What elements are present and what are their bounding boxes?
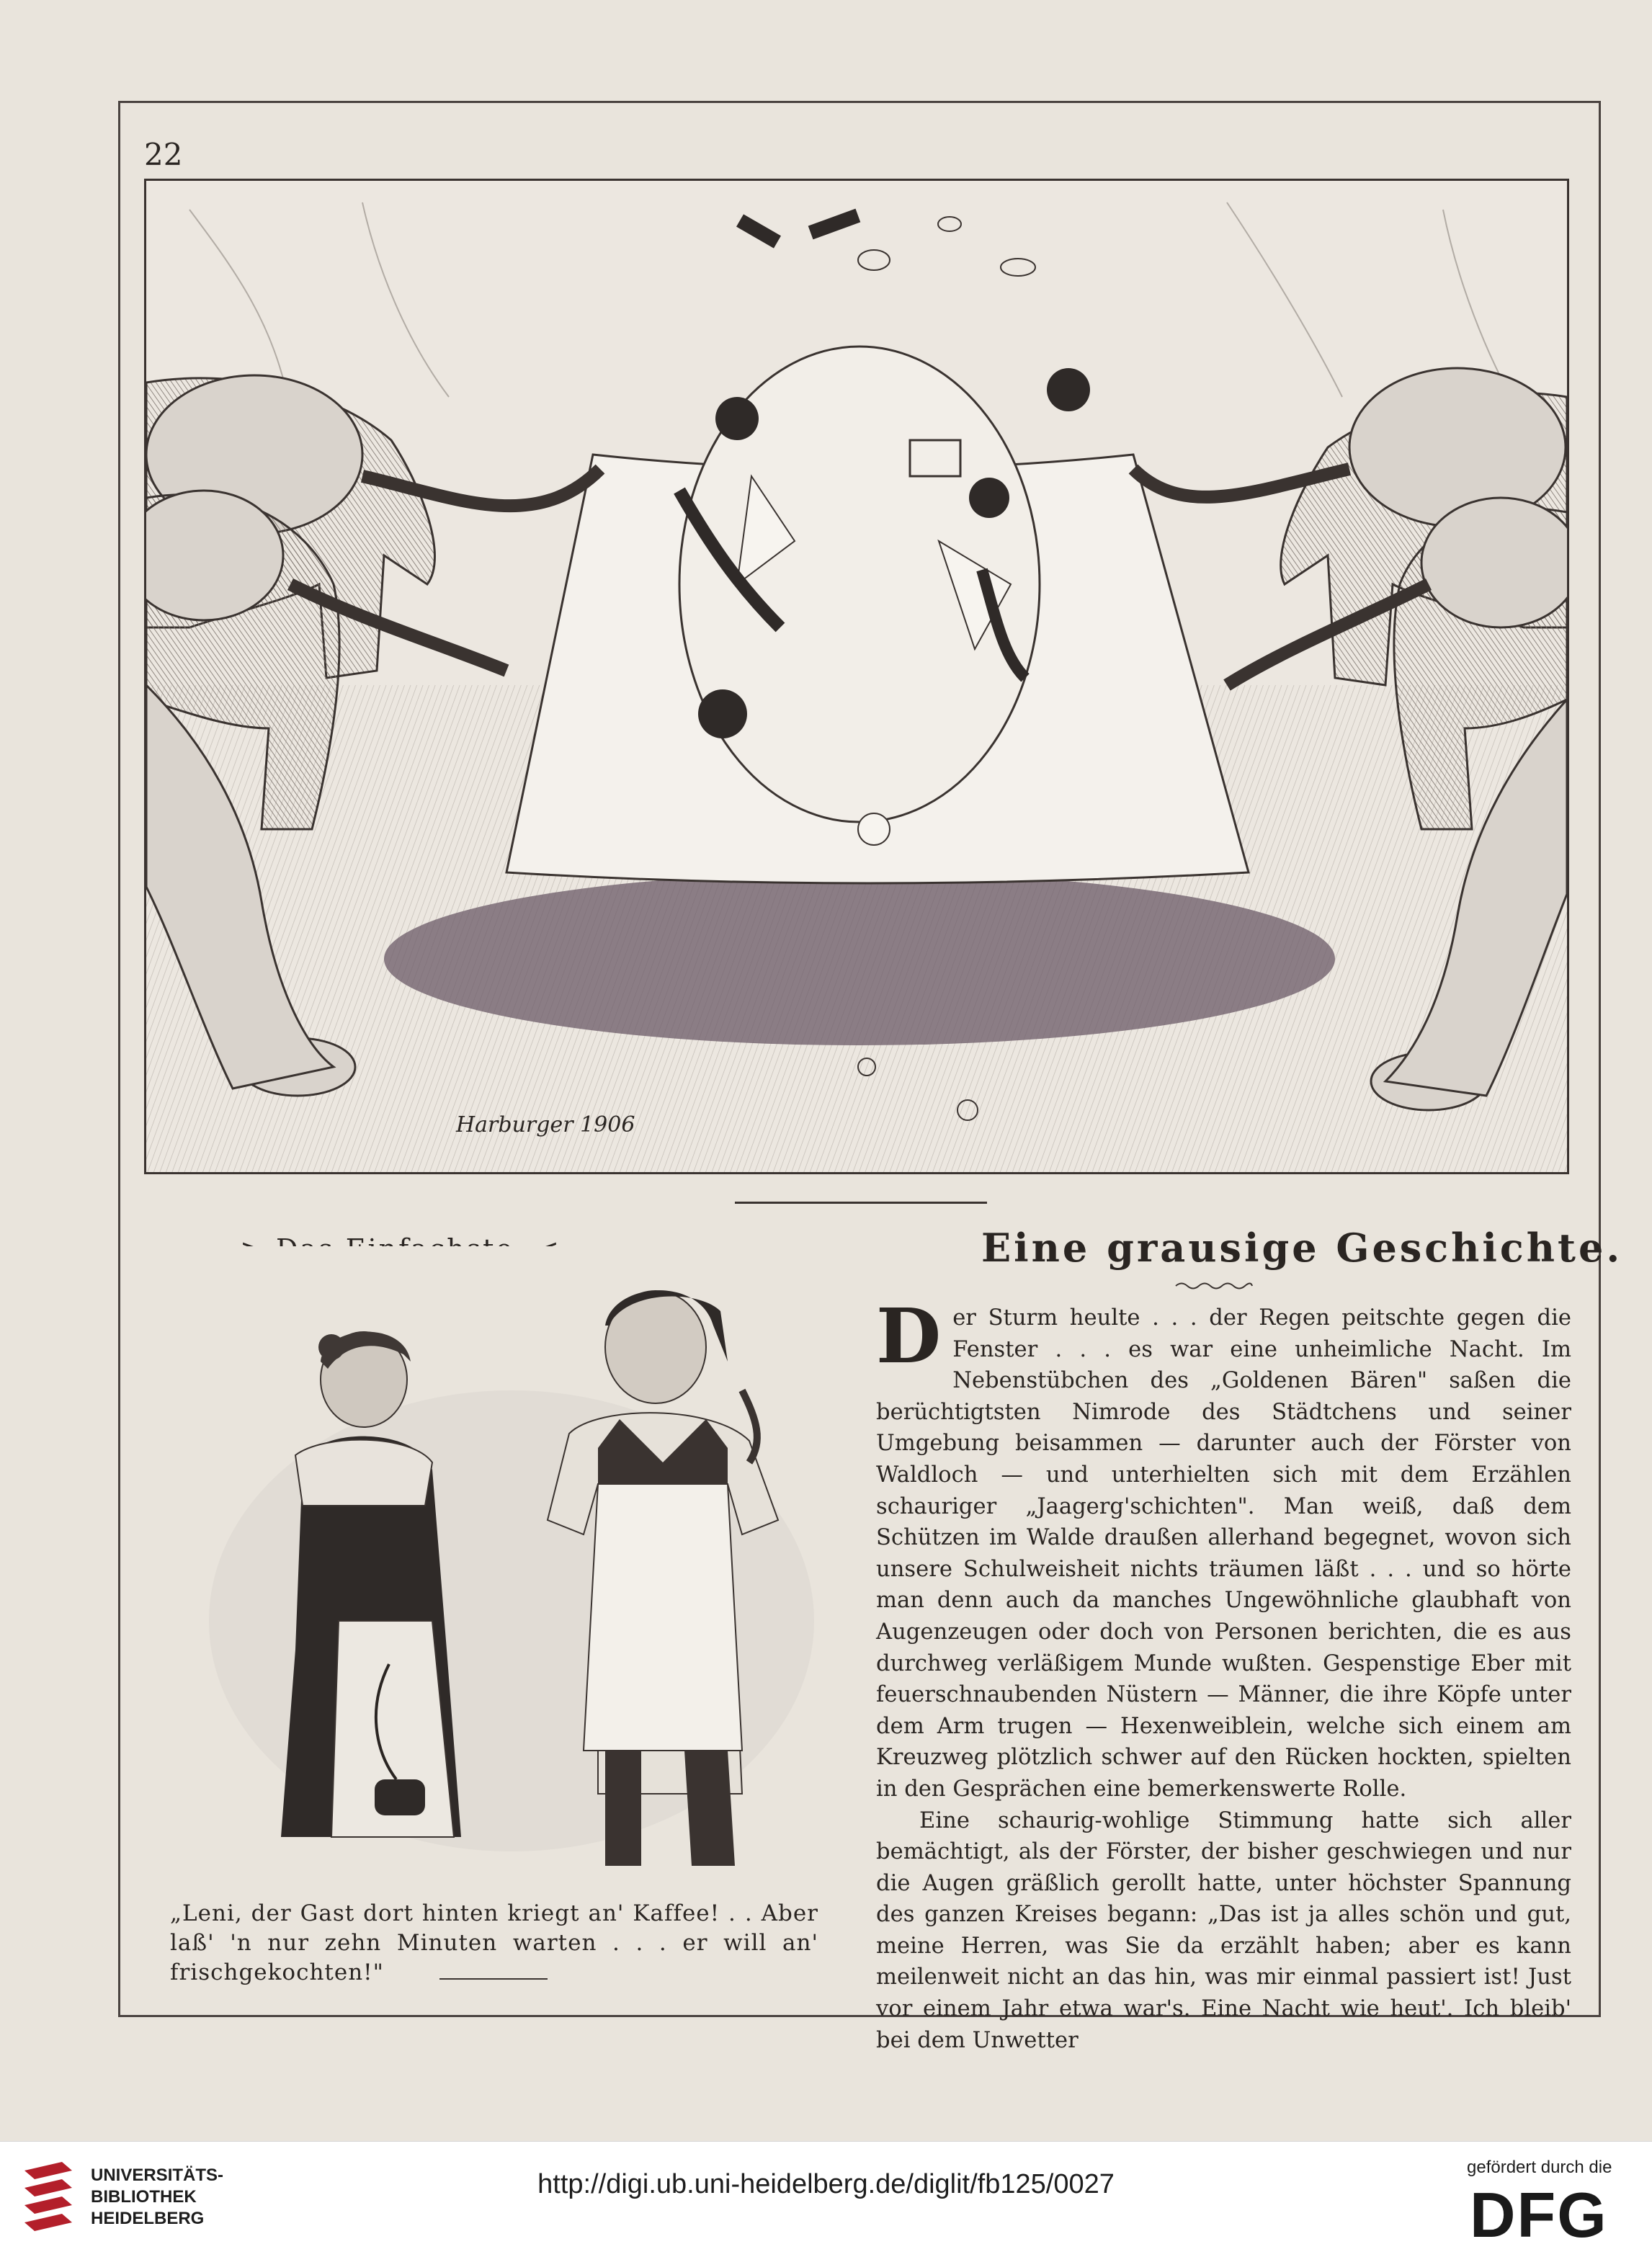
illustration-caption: „Leni, der Gast dort hinten kriegt an' Kaffee! . . Aber laß' 'n nur zehn Minuten warten . . . er will an' frischgekochten!": [170, 1900, 818, 1985]
blanket-shadow: [384, 872, 1335, 1045]
article-paragraph-2: Eine schaurig-wohlige Stimmung hatte sich aller bemächtigt, als der Förster, der bisher geschwiegen und nur die Augen gräßlich gerollt hatte, unter höchster Spannung des ganzen Kreises begann: „Das ist ja alles schön und gut, meine Herren, was Sie da erzählt haben; aber es kann meilenweit nicht an das hin, was mir einmal passiert ist! Just vor einem Jahr etwa war's. Eine Nacht wie heut'. Ich bleib' bei dem Unwetter: [876, 1807, 1571, 2053]
library-line-3: HEIDELBERG: [91, 2209, 205, 2228]
elephant-blanket-illustration: [144, 179, 1569, 1174]
paragraph-1-text: er Sturm heulte . . . der Regen peitschte gegen die Fenster . . . es war eine unheimliche Nacht. Im Nebenstübchen des „Goldenen Bären" saßen die berüchtigtsten Nimrode des Städtchens und seiner Umgebung beisammen — darunter auch der Förster von Waldloch — und unterhielten sich mit dem Erzählen schauriger „Jaagerg'schichten". Man weiß, daß dem Schützen im Walde draußen allerhand begegnet, wovon sich unsere Schulweisheit nichts träumen läßt . . . und so hörte man denn auch da manches Ungewöhnliche glaubhaft von Augenzeugen oder doch von Personen berichten, die es aus durchweg verläßigem Munde wußten. Gespenstige Eber mit feuerschnaubenden Nüstern — Männer, die ihre Köpfe unter dem Arm trugen — Hexenweiblein, welche sich einem am Kreuzweg plötzlich schwer auf den Rücken hockten, spielten in den Gesprächen eine bemerkenswerte Rolle.: [876, 1305, 1571, 1802]
illustration-drawing: [146, 181, 1567, 1172]
figure-drawing: [195, 1246, 843, 1880]
drop-cap: D: [876, 1292, 942, 1380]
digitization-url-link[interactable]: http://digi.ub.uni-heidelberg.de/diglit/fb125/0027: [537, 2169, 1115, 2199]
artist-signature: Harburger 1906: [456, 1112, 635, 1138]
page-number: 22: [144, 137, 183, 172]
library-line-2: BIBLIOTHEK: [91, 2187, 197, 2207]
title-ornament: [1174, 1281, 1254, 1291]
funding-note: gefördert durch die: [1467, 2158, 1612, 2177]
library-line-1: UNIVERSITÄTS-: [91, 2166, 224, 2185]
section-divider: [735, 1202, 987, 1204]
article-title: Eine grausige Geschichte.: [981, 1225, 1623, 1271]
article-paragraph-1: [876, 1292, 1571, 1805]
waiter-and-woman-illustration: [195, 1246, 843, 1880]
dfg-logo: DFG: [1470, 2179, 1608, 2251]
article-body: [876, 1292, 1571, 2056]
digitization-footer: [0, 2141, 1652, 2257]
caption-rule: [439, 1978, 548, 1980]
